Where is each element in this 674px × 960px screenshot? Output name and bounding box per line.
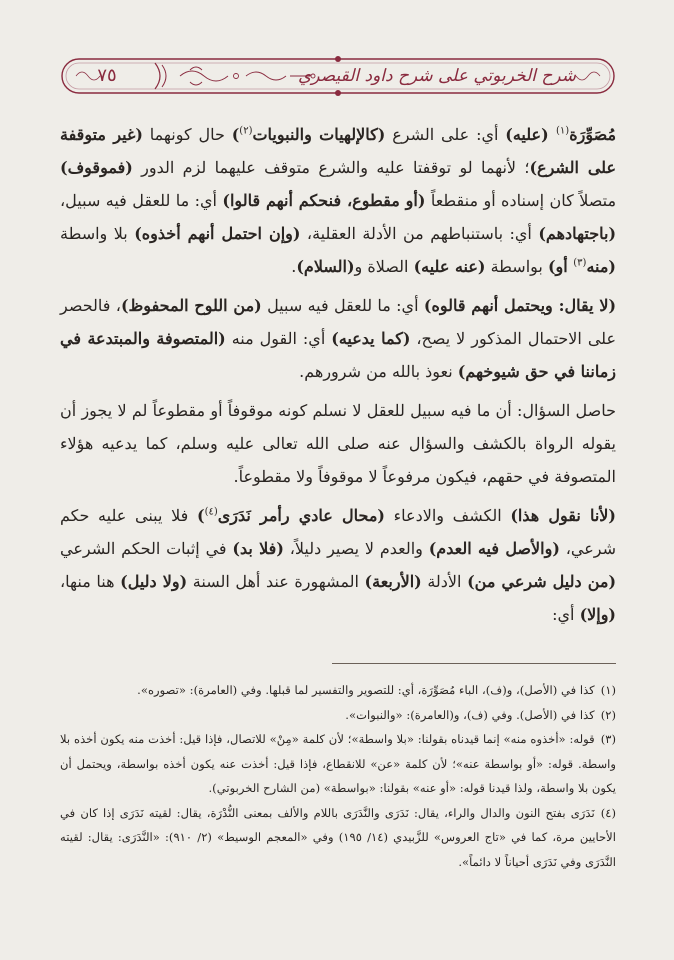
- text-run: هنا منها،: [60, 572, 121, 591]
- footnote: [60, 703, 616, 728]
- text-run: أي: القول منه: [225, 329, 332, 348]
- page-header: [60, 55, 616, 97]
- text-bold: (عنه عليه): [413, 257, 486, 276]
- text-run: بلا واسطة: [60, 224, 135, 243]
- text-run: بواسطة: [485, 257, 548, 276]
- text-run: الكشف والادعاء: [384, 506, 511, 525]
- text-bold: (وإلا): [579, 605, 616, 624]
- text-bold: (المتصوفة والمبتدعة في زماننا في حق شيوخهم): [60, 329, 616, 381]
- footnote-divider: [332, 663, 616, 664]
- paragraph: حاصل السؤال: أن ما فيه سبيل للعقل لا نسلم كونه موقوفاً أو مقطوعاً لم لا يجوز أن يقوله الرواة بالكشف والسؤال عنه صلى الله تعالى عليه وسلم، كما يدعيه هؤلاء المتصوفة في حقهم، فيكون مرفوعاً لا موقوفاً ولا مقطوعاً.: [60, 401, 616, 486]
- footnote-ref[interactable]: (٤): [204, 506, 218, 518]
- text-bold: ): [231, 125, 240, 144]
- text-run: الصلاة و: [354, 257, 414, 276]
- footnote-number: (٤): [600, 805, 616, 820]
- text-bold: (عليه): [505, 125, 557, 144]
- text-run: حال كونهما: [142, 125, 232, 144]
- text-bold: (لا يقال: ويحتمل أنهم قالوه): [423, 296, 617, 315]
- text-bold: (والأصل فيه العدم): [428, 539, 560, 558]
- text-run: أي: ما للعقل فيه سبيل: [261, 296, 424, 315]
- footnote-ref[interactable]: (٣): [573, 257, 587, 269]
- footnote: [60, 678, 616, 703]
- text-bold: (فموقوف): [60, 158, 133, 177]
- text-bold: أو): [547, 257, 574, 276]
- text-bold: (لأنا نقول هذا): [510, 506, 616, 525]
- text-bold: (السلام): [296, 257, 355, 276]
- text-bold: (كما يدعيه): [331, 329, 411, 348]
- footnote: [60, 727, 616, 801]
- text-bold: (وإن احتمل أنهم أخذوه): [134, 224, 301, 243]
- text-bold: (فلا بد): [232, 539, 284, 558]
- text-run: .: [291, 257, 297, 276]
- main-text: [60, 118, 616, 637]
- text-bold: (أو مقطوع، فنحكم أنهم قالوا): [222, 191, 426, 210]
- paragraph: [60, 118, 616, 283]
- footnote-text: قوله: «أخذوه منه» إنما قيدناه بقولنا: «بلا واسطة»؛ لأن كلمة «مِنْ» للاتصال، فإذا قيل: أخذت منه يكون أخذه بلا واسطة. قوله: «أو بواسطة عنه»؛ لأن كلمة «عن» للانقطاع، فإذا قيل: أخذت عنه يكون أخذه بواسطة، ويحتمل أن يكون بلا واسطة، ولذا قيدنا قوله: «أو عنه» بقولنا: «بواسطة» (من الشارح الخربوتي).: [60, 732, 616, 795]
- text-bold: (من دليل شرعي من): [467, 572, 617, 591]
- text-bold: (غير متوقفة على الشرع): [60, 125, 616, 177]
- text-bold: (محال عادي رأمر نَدَرَى: [217, 506, 385, 525]
- text-run: أي: باستنباطهم من الأدلة العقلية،: [300, 224, 539, 243]
- text-bold: (كالإلهيات والنبويات: [252, 125, 386, 144]
- running-title: شرح الخربوتي على شرح داود القيصري: [298, 66, 576, 86]
- footnotes: [60, 678, 616, 874]
- footnote-text: نَدَرَى بفتح النون والدال والراء، يقال: نَدَرَى والنَّدَرَى باللام والألف بمعنى النُّدْرَة، يقال: لقيته نَدَرَى إذا كان في الأحايين مرة، كما في «تاج العروس» للزَّبيدي (١٤/ ١٩٥) وفي «المعجم الوسيط» (٢/ ٩١٠): «النَّدَرَى: يقال: لقيته النَّدَرَى وفي نَدَرَى أحياناً لا دائماً».: [60, 805, 617, 869]
- footnote-number: (١): [600, 683, 616, 697]
- text-run: ؛ لأنهما لو توقفتا عليه والشرع متوقف عليهما لزم الدور: [132, 158, 530, 177]
- footnote: [60, 801, 616, 875]
- page-number: ٧٥: [97, 65, 117, 86]
- text-bold: (منه: [586, 257, 616, 276]
- text-bold: (ولا دليل): [120, 572, 188, 591]
- footnote-ref[interactable]: (١): [556, 125, 570, 137]
- text-run: فلا يبنى عليه حكم شرعي،: [60, 506, 616, 558]
- text-run: والعدم لا يصير دليلاً،: [283, 539, 429, 558]
- paragraph: [60, 499, 616, 631]
- text-run: في إثبات الحكم الشرعي: [60, 539, 233, 558]
- text-run: نعوذ بالله من شرورهم.: [299, 362, 458, 381]
- text-bold: مُصَوِّرَة: [569, 125, 617, 144]
- text-bold: ): [196, 506, 205, 525]
- text-bold: (من اللوح المحفوظ): [120, 296, 262, 315]
- text-run: أي: ما للعقل فيه سبيل،: [60, 191, 223, 210]
- footnote-number: (٢): [600, 707, 616, 722]
- text-bold: (باجتهادهم): [538, 224, 617, 243]
- text-run: ، فالحصر على الاحتمال المذكور لا يصح،: [60, 296, 617, 348]
- footnote-number: (٣): [600, 732, 616, 746]
- text-run: المشهورة عند أهل السنة: [187, 572, 365, 591]
- footnote-ref[interactable]: (٢): [239, 125, 253, 137]
- paragraph: [60, 289, 616, 388]
- text-run: أي:: [552, 605, 580, 624]
- text-run: أي: على الشرع: [385, 125, 506, 144]
- footnote-text: كذا في (الأصل)، و(ف)، الباء مُصَوِّرَة، أي: للتصوير والتفسير لما قبلها. وفي (العامرة): «تصوره».: [137, 683, 595, 697]
- text-run: متصلاً كان إسناده أو منقطعاً: [425, 191, 617, 210]
- text-run: الأدلة: [421, 572, 468, 591]
- text-bold: (الأربعة): [364, 572, 422, 591]
- footnote-text: كذا في (الأصل). وفي (ف)، و(العامرة): «والنبوات».: [345, 707, 595, 722]
